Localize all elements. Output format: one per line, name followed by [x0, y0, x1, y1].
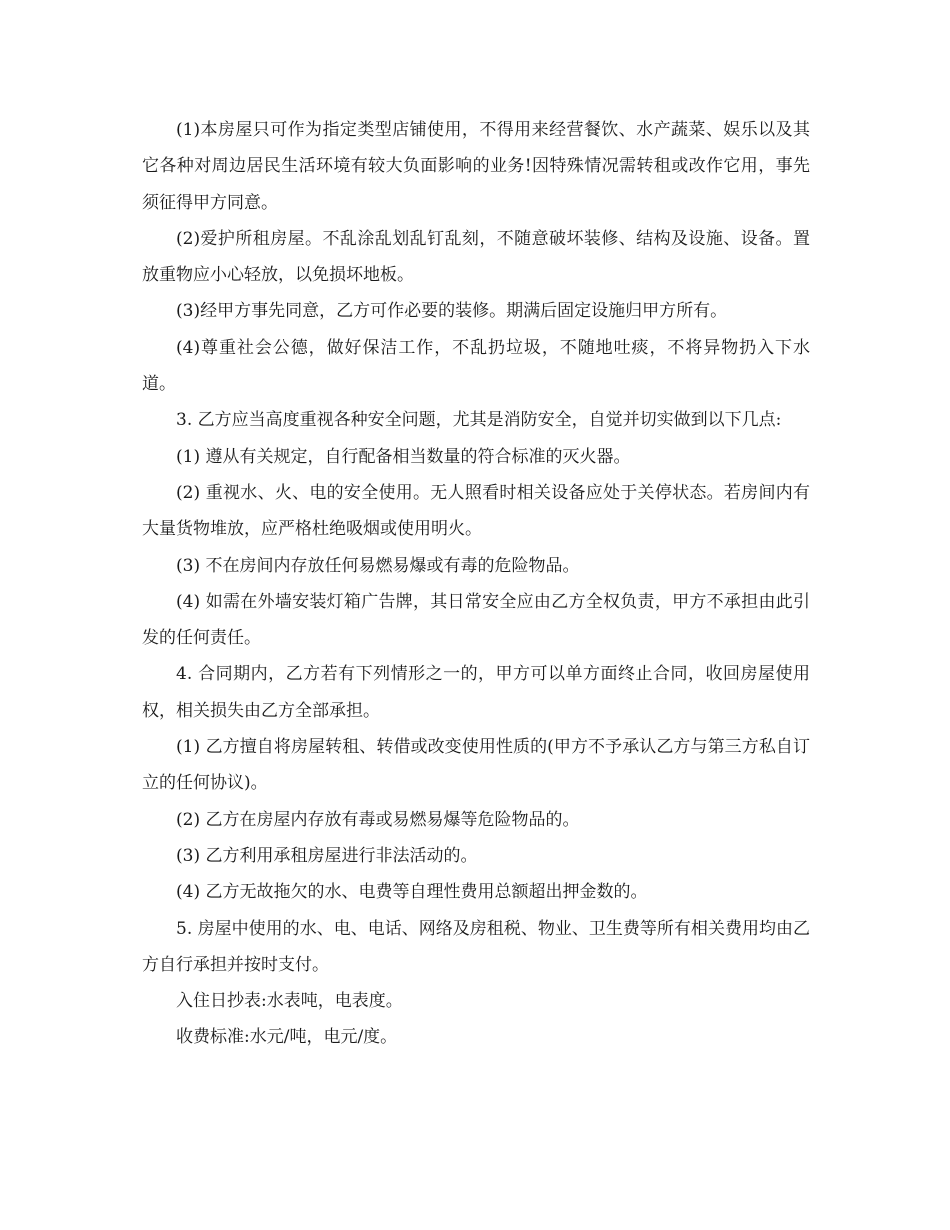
section-3-safety-heading: 3. 乙方应当高度重视各种安全问题，尤其是消防安全，自觉并切实做到以下几点: — [176, 410, 782, 431]
clause-1-usage-restriction: (1)本房屋只可作为指定类型店铺使用，不得用来经营餐饮、水产蔬菜、娱乐以及其它各种对周边居民生活环境有较大负面影响的业务!因特殊情况需转租或改作它用，事先须征得甲方同意。 — [142, 120, 810, 213]
safety-item-3: (3) 不在房间内存放任何易燃易爆或有毒的危险物品。 — [176, 555, 580, 576]
termination-item-4: (4) 乙方无故拖欠的水、电费等自理性费用总额超出押金数的。 — [176, 882, 648, 903]
termination-item-2: (2) 乙方在房屋内存放有毒或易燃易爆等危险物品的。 — [176, 809, 580, 830]
termination-item-3: (3) 乙方利用承租房屋进行非法活动的。 — [176, 845, 478, 866]
fee-standard-line: 收费标准:水元/吨，电元/度。 — [176, 1027, 398, 1048]
safety-item-2: (2) 重视水、火、电的安全使用。无人照看时相关设备应处于关停状态。若房间内有大量货物堆放，应严格杜绝吸烟或使用明火。 — [142, 482, 810, 540]
safety-item-4: (4) 如需在外墙安装灯箱广告牌，其日常安全应由乙方全权负责，甲方不承担由此引发的任何责任。 — [142, 591, 810, 649]
safety-item-1: (1) 遵从有关规定，自行配备相当数量的符合标准的灭火器。 — [176, 446, 631, 467]
clause-2-care-of-premises: (2)爱护所租房屋。不乱涂乱划乱钉乱刻，不随意破坏装修、结构及设施、设备。置放重物应小心轻放，以免损坏地板。 — [142, 228, 810, 286]
section-4-termination-heading: 4. 合同期内，乙方若有下列情形之一的，甲方可以单方面终止合同，收回房屋使用权，相关损失由乙方全部承担。 — [142, 664, 810, 721]
clause-4-public-morality: (4)尊重社会公德，做好保洁工作，不乱扔垃圾，不随地吐痰，不将异物扔入下水道。 — [142, 337, 810, 395]
termination-item-1: (1) 乙方擅自将房屋转租、转借或改变使用性质的(甲方不予承认乙方与第三方私自订立的任何协议)。 — [142, 737, 810, 794]
section-5-fees: 5. 房屋中使用的水、电、电话、网络及房租税、物业、卫生费等所有相关费用均由乙方自行承担并按时支付。 — [142, 918, 810, 975]
clause-3-renovation: (3)经甲方事先同意，乙方可作必要的装修。期满后固定设施归甲方所有。 — [176, 301, 728, 322]
document-body — [142, 112, 810, 1056]
meter-reading-line: 入住日抄表:水表吨，电表度。 — [176, 991, 403, 1012]
